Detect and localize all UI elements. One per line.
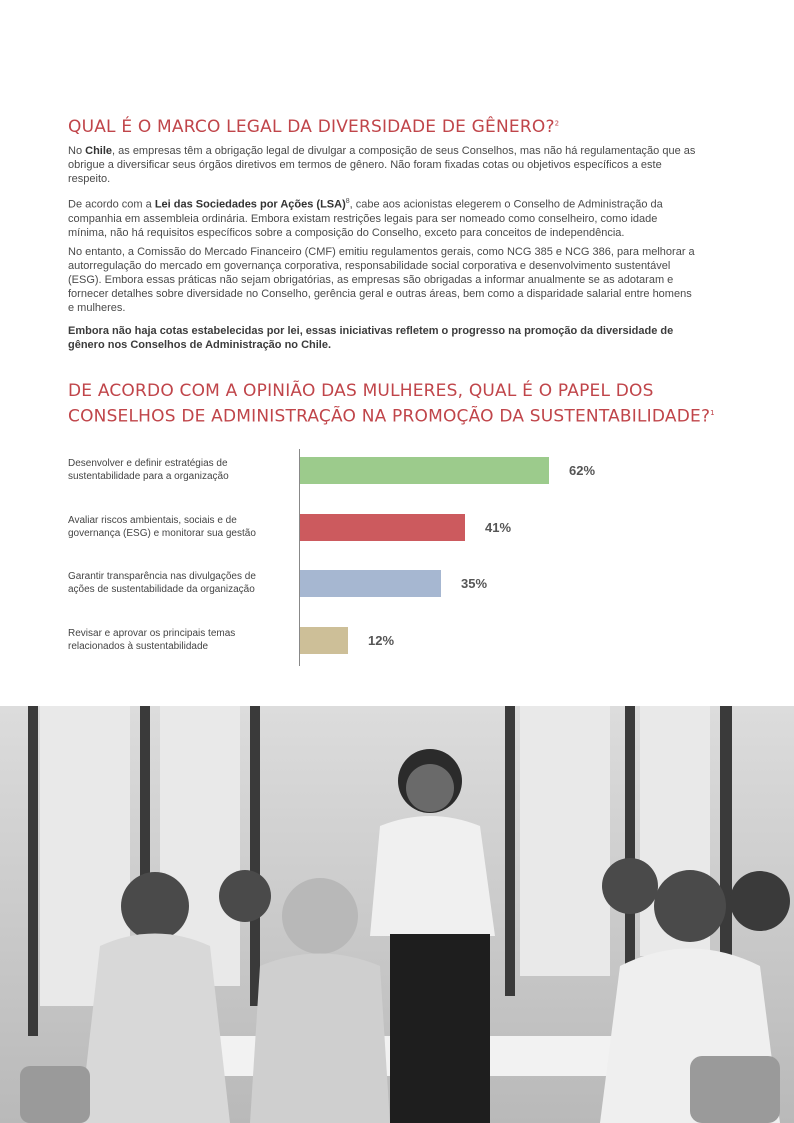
chart-bar [300, 570, 441, 597]
chart-category-label: Desenvolver e definir estratégias de sustentabilidade para a organização [68, 458, 229, 482]
chart-value-label: 62% [569, 463, 596, 478]
section-title-board-role: DE ACORDO COM A OPINIÃO DAS MULHERES, QUAL É O PAPEL DOS CONSELHOS DE ADMINISTRAÇÃO NA PROMOÇÃO DA SUSTENTABILIDADE?$^1$ [68, 381, 715, 427]
chart-category-label: Avaliar riscos ambientais, sociais e de governança (ESG) e monitorar sua gestão [68, 515, 256, 539]
meeting-photo [0, 706, 794, 1123]
chart-value-label: 41% [485, 520, 512, 535]
paragraph-conclusion: Embora não haja cotas estabelecidas por lei, essas iniciativas refletem o progresso na promoção da diversidade de gênero nos Conselhos de Administração no Chile. [68, 325, 674, 351]
chart-bar [300, 457, 549, 484]
chart-value-label: 35% [461, 576, 488, 591]
paragraph-cmf: No entanto, a Comissão do Mercado Financeiro (CMF) emitiu regulamentos gerais, como NCG 385 e NCG 386, para melhorar a autorregulação do mercado em governança corporativa, responsabilidade social corporativa e desenvolvimento sustentável (ESG). Embora essas práticas não sejam obrigatórias, as empresas são obrigadas a informar anualmente se as adotaram e fornecer detalhes sobre diversidade no Conselho, gerência geral e outras áreas, bem como a disparidade salarial entre homens e mulheres. [68, 246, 695, 314]
chart-category-label: Garantir transparência nas divulgações de ações de sustentabilidade da organização [68, 571, 256, 595]
chart-bar [300, 514, 465, 541]
chart-bar [300, 627, 348, 654]
paragraph-lsa: De acordo com a Lei das Sociedades por Ações (LSA)$^8$, cabe aos acionistas elegerem o Conselho de Administração da companhia em assembleia ordinária. Embora existam restrições legais para ser nomeado como conselheiro, como idade mínima, não há requisitos específicos sobre a composição do Conselho, exceto para conceitos de independência. [68, 198, 663, 239]
chart-value-label: 12% [368, 633, 395, 648]
chart-category-label: Revisar e aprovar os principais temas relacionados à sustentabilidade [68, 628, 236, 652]
paragraph-chile-obligation: No Chile, as empresas têm a obrigação legal de divulgar a composição de seus Conselhos, mas não há regulamentação que as obrigue a diversificar seus órgãos diretivos em termos de gênero. Não foram fixadas cotas ou objetivos específicos a este respeito. [68, 145, 696, 185]
section-title-legal-framework: QUAL É O MARCO LEGAL DA DIVERSIDADE DE GÊNERO?$^2$ [68, 117, 560, 137]
